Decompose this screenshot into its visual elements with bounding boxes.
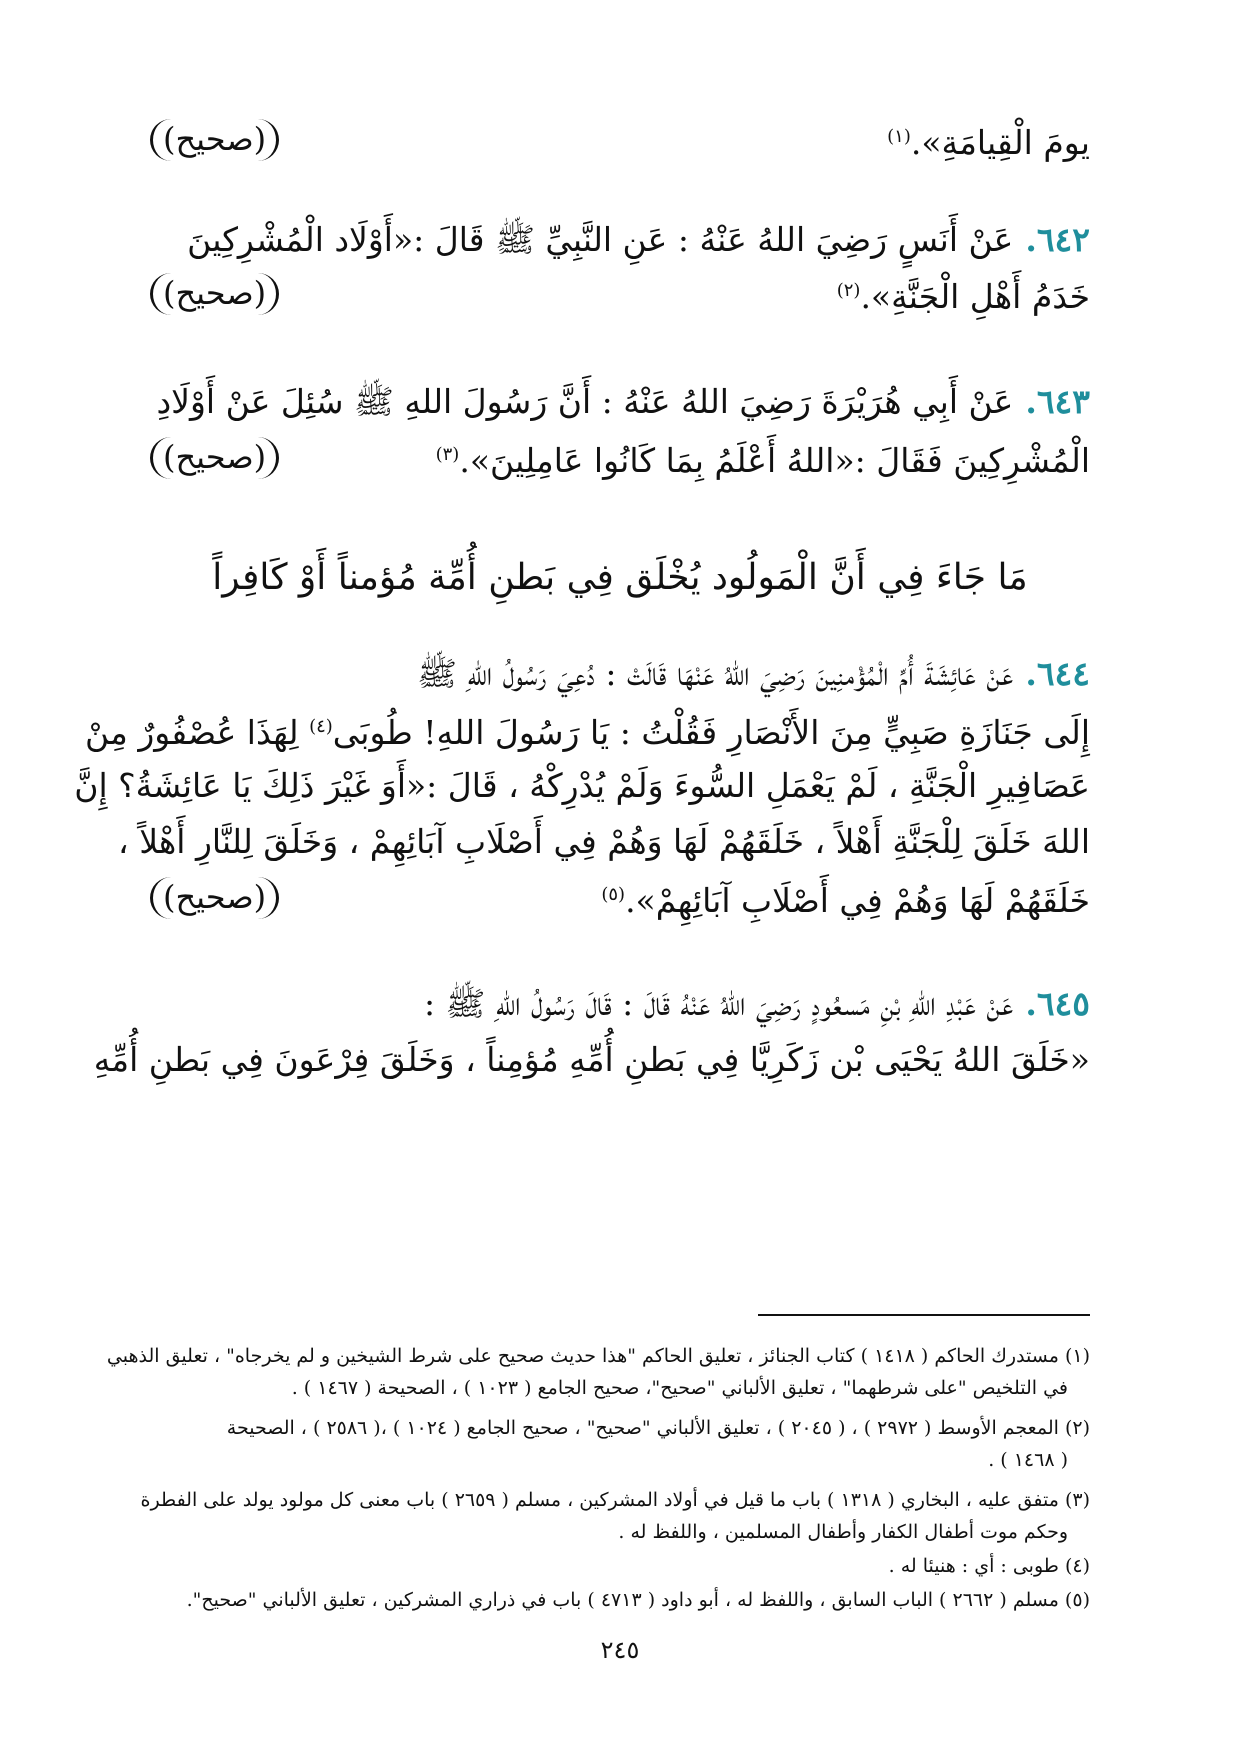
page-number: ٢٤٥ (600, 1636, 640, 1664)
hadith-645-line-2 (93, 1032, 1090, 1088)
hadith-642-line-1 (150, 212, 1090, 268)
hadith-number: ٦٤٢. (1025, 220, 1090, 259)
hadith-643-line-1 (150, 374, 1090, 430)
hadith-text: «خَلَقَ اللهُ يَحْيَى بْن زَكَرِيَّا فِي بَطنِ أُمِّهِ مُؤمِناً ، وَخَلَقَ فِرْعَونَ فِي بَطنِ أُمِّهِ (93, 1040, 1090, 1079)
hadith-644-line-5 (150, 870, 1090, 926)
hadith-number: ٦٤٤. (1025, 654, 1090, 693)
hadith-text: يومَ الْقِيامَةِ».$^{(١)}$ (887, 123, 1090, 162)
grade-badge: (صحيح) (150, 273, 279, 315)
hadith-text: عَصَافِيرِ الْجَنَّةِ ، لَمْ يَعْمَلِ السُّوءَ وَلَمْ يُدْرِكْهُ ، قَالَ :«أَوَ غَيْرَ ذَلِكَ يَا عَائِشَةُ؟ إِنَّ (74, 766, 1090, 805)
hadith-642-line-2 (150, 266, 1090, 322)
hadith-644-line-1 (150, 646, 1090, 702)
hadith-text: عَنْ عَائِشَةَ أُمِّ الْمُؤْمنِينَ رَضِيَ اللهُ عَنْهَا قَالَتْ : دُعِيَ رَسُولُ اللهِ ﷺ (417, 654, 1014, 693)
hadith-text: الْمُشْرِكِينَ فَقَالَ :«اللهُ أَعْلَمُ بِمَا كَانُوا عَامِلِينَ».$^{(٣)}$ (435, 441, 1090, 480)
footnote-separator (758, 1314, 1090, 1316)
footnote-marker: (٥) (601, 884, 626, 905)
hadith-644-line-3 (74, 758, 1090, 814)
hadith-644-line-4 (118, 814, 1090, 870)
grade-badge: (صحيح) (150, 119, 279, 161)
hadith-text: خَدَمُ أَهْلِ الْجَنَّةِ».$^{(٢)}$ (836, 277, 1090, 316)
footnote-marker: (١) (887, 126, 911, 147)
hadith-number: ٦٤٣. (1025, 382, 1090, 421)
footnote-3: (٣) متفق عليه ، البخاري ( ١٣١٨ ) باب ما قيل في أولاد المشركين ، مسلم ( ٢٦٥٩ ) باب معنى كل مولود يولد على الفطرة وحكم موت أطفال الكفار وأطفال المسلمين ، واللفظ له . (140, 1489, 1090, 1543)
hadith-text: إِلَى جَنَازَةِ صَبِيٍّ مِنَ الأَنْصَارِ فَقُلْتُ : يَا رَسُولَ اللهِ! طُوبَى$^{(٤)}$ لِهَذَا عُصْفُورٌ مِنْ (85, 713, 1090, 752)
section-title: مَا جَاءَ فِي أَنَّ الْمَولُود يُخْلَق فِي بَطنِ أُمِّة مُؤمناً أَوْ كَافِراً (212, 557, 1028, 598)
hadith-645-line-1 (150, 976, 1090, 1032)
hadith-text: خَلَقَهُمْ لَهَا وَهُمْ فِي أَصْلَابِ آبَائِهِمْ».$^{(٥)}$ (601, 881, 1090, 920)
footnote-marker: (٣) (435, 444, 460, 465)
continued-hadith-line (150, 112, 1090, 168)
footnote-marker: (٢) (836, 280, 861, 301)
hadith-number: ٦٤٥. (1025, 984, 1090, 1023)
hadith-text: اللهَ خَلَقَ لِلْجَنَّةِ أَهْلاً ، خَلَقَهُمْ لَهَا وَهُمْ فِي أَصْلَابِ آبَائِهِمْ ، وَخَلَقَ لِلنَّارِ أَهْلاً ، (118, 822, 1090, 861)
footnote-2: (٢) المعجم الأوسط ( ٢٩٧٢ ) ، ( ٢٠٤٥ ) ، تعليق الألباني "صحيح" ، صحيح الجامع ( ١٠٢٤ ) ،( ٢٥٨٦ ) ، الصحيحة ( ١٤٦٨ ) . (226, 1417, 1090, 1471)
footnote-1: (١) مستدرك الحاكم ( ١٤١٨ ) كتاب الجنائز ، تعليق الحاكم "هذا حديث صحيح على شرط الشيخين و لم يخرجاه" ، تعليق الذهبي في التلخيص "على شرطهما" ، تعليق الألباني "صحيح"، صحيح الجامع ( ١٠٢٣ ) ، الصحيحة ( ١٤٦٧ ) . (106, 1345, 1090, 1399)
hadith-text: عَنْ أَبِي هُرَيْرَةَ رَضِيَ اللهُ عَنْهُ : أَنَّ رَسُولَ اللهِ ﷺ سُئِلَ عَنْ أَوْلَادِ (156, 382, 1014, 421)
hadith-643-line-2 (150, 430, 1090, 486)
hadith-text: عَنْ أَنَسٍ رَضِيَ اللهُ عَنْهُ : عَنِ النَّبِيِّ ﷺ قَالَ :«أَوْلَاد الْمُشْرِكِينَ (187, 220, 1014, 259)
grade-badge: (صحيح) (150, 437, 279, 479)
footnote-5: (٥) مسلم ( ٢٦٦٢ ) الباب السابق ، واللفظ له ، أبو داود ( ٤٧١٣ ) باب في ذراري المشركين ، تعليق الألباني "صحيح". (186, 1589, 1090, 1611)
hadith-text: عَنْ عَبْدِ اللهِ بْنِ مَسعُودٍ رَضِيَ اللهُ عَنْهُ قَالَ : قَالَ رَسُولُ اللهِ ﷺ : (423, 984, 1014, 1023)
footnote-4: (٤) طوبى : أي : هنيئا له . (888, 1555, 1090, 1577)
footnote-marker: (٤) (309, 716, 333, 737)
grade-badge: (صحيح) (150, 877, 279, 919)
hadith-644-line-2 (85, 702, 1090, 758)
